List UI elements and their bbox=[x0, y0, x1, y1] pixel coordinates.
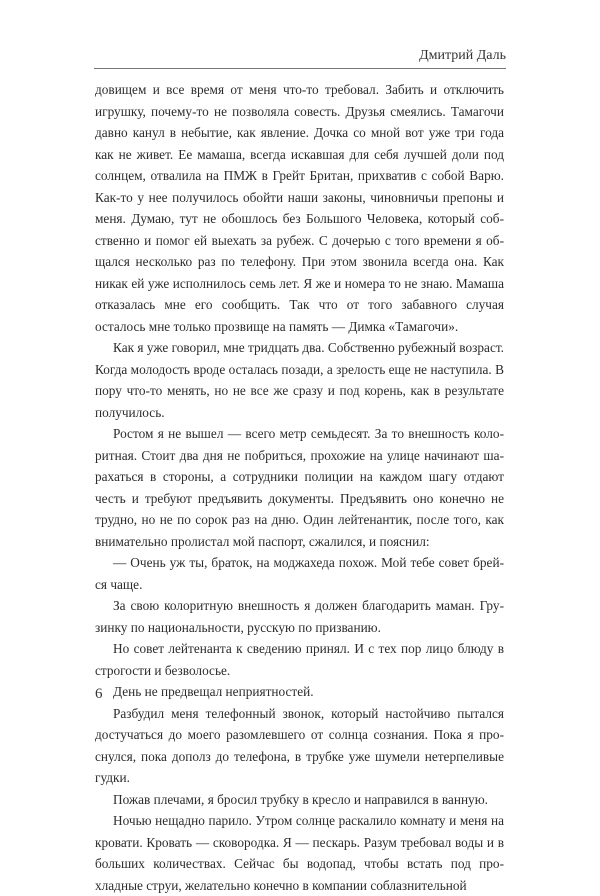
paragraph: довищем и все время от меня что-то требовал. Забить и отключить игрушку, почему-то не позволяла совесть. Друзья смеялись. Тамагочи давно канул в небытие, как явление. Дочка со мной вот уже три года как не живет. Ее мамаша, всегда искавшая для себя лучшей доли под солнцем, отвалила на ПМЖ в Грейт Британ, прихватив с собой Варю. Как-то у нее получилось обойти наши законы, чиновничьи препоны и меня. Думаю, тут не обошлось без Большого Человека, который собственно и помог ей выехать за рубеж. С дочерью с того времени я общался несколько раз по телефону. При этом звонила всегда она. Как никак ей уже исполнилось семь лет. Я же и номера то не знаю. Мамаша отказалась мне его сообщить. Так что от того забавного случая осталось мне только прозвище на память — Димка «Тамагочи». bbox=[95, 82, 504, 334]
paragraph: Ростом я не вышел — всего метр семьдесят. За то внешность колоритная. Стоит два дня не побриться, прохожие на улице начинают шарахаться в стороны, а сотрудники полиции на каждом шагу отдают честь и требуют предъявить документы. Предъявить оно конечно не трудно, но не по сорок раз на дню. Один лейтенантик, после того, как внимательно пролистал мой паспорт, сжалился, и пояснил: bbox=[95, 426, 504, 549]
paragraph: Пожав плечами, я бросил трубку в кресло и направился в ванную. bbox=[113, 791, 488, 807]
running-header-author: Дмитрий Даль bbox=[419, 48, 506, 63]
paragraph: Как я уже говорил, мне тридцать два. Собственно рубежный возраст. Когда молодость вроде осталась позади, а зрелость еще не наступила. В пору что-то менять, но не все же сразу и под корень, как в результате получилось. bbox=[95, 340, 504, 420]
page-number: 6 bbox=[95, 686, 103, 702]
paragraph: За свою колоритную внешность я должен благодарить маман. Грузинку по национальности, русскую по призванию. bbox=[95, 598, 504, 635]
paragraph: Ночью нещадно парило. Утром солнце раскалило комнату и меня на кровати. Кровать — сковородка. Я — пескарь. Разум требовал воды и в больших количествах. Сейчас бы водопад, чтобы встать под прохладные струи, желательно конечно в компании соблазнительной bbox=[95, 813, 504, 893]
paragraph: Но совет лейтенанта к сведению принял. И с тех пор лицо блюду в строгости и безволосье. bbox=[95, 641, 504, 678]
paragraph: — Очень уж ты, браток, на моджахеда похож. Мой тебе совет брейся чаще. bbox=[95, 555, 504, 592]
paragraph: Разбудил меня телефонный звонок, который настойчиво пытался достучаться до моего разомлевшего от солнца сознания. Пока я проснулся, пока дополз до телефона, в трубке уже шумели нетерпеливые гудки. bbox=[95, 705, 504, 785]
page-body-text bbox=[95, 79, 504, 896]
paragraph: День не предвещал неприятностей. bbox=[113, 684, 314, 699]
header-rule bbox=[94, 68, 506, 69]
